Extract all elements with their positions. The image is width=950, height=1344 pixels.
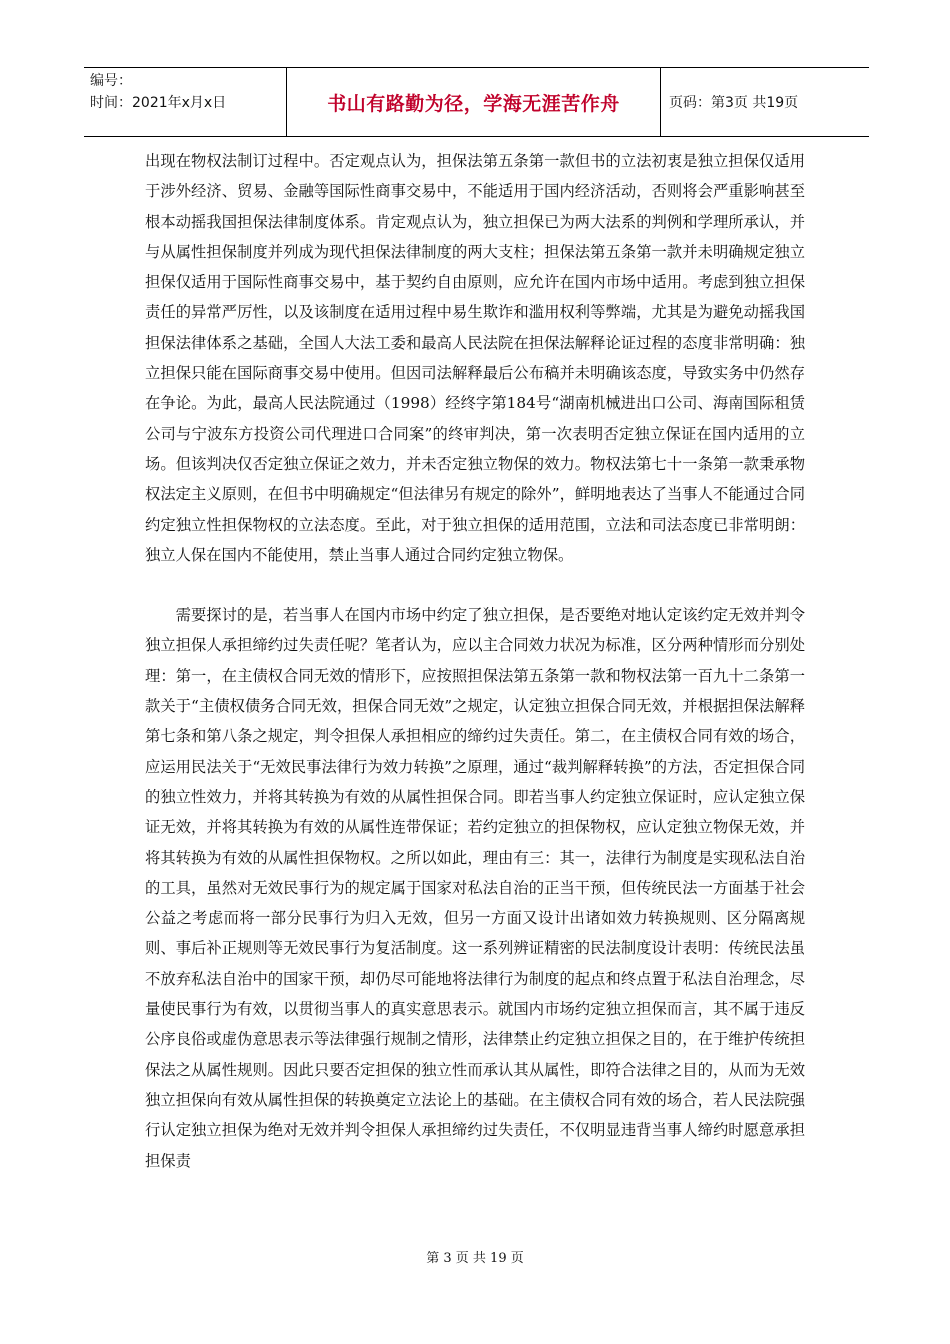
header-motto: 书山有路勤为径，学海无涯苦作舟: [287, 68, 661, 136]
page-header: [84, 67, 869, 137]
page-footer: 第 3 页 共 19 页: [426, 1251, 524, 1266]
header-meta: [84, 68, 287, 136]
paragraph-continued: 出现在物权法制订过程中。否定观点认为，担保法第五条第一款但书的立法初衷是独立担保仅适用于涉外经济、贸易、金融等国际性商事交易中，不能适用于国内经济活动，否则将会严重影响甚至根本动摇我国担保法律制度体系。肯定观点认为，独立担保已为两大法系的判例和学理所承认，并与从属性担保制度并列成为现代担保法律制度的两大支柱；担保法第五条第一款并未明确规定独立担保仅适用于国际性商事交易中，基于契约自由原则，应允许在国内市场中适用。考虑到独立担保责任的异常严厉性，以及该制度在适用过程中易生欺诈和滥用权利等弊端，尤其是为避免动摇我国担保法律体系之基础，全国人大法工委和最高人民法院在担保法解释论证过程的态度非常明确：独立担保只能在国际商事交易中使用。但因司法解释最后公布稿并未明确该态度，导致实务中仍然存在争论。为此，最高人民法院通过（1998）经终字第184号“湖南机械进出口公司、海南国际租赁公司与宁波东方投资公司代理进口合同案”的终审判决，第一次表明否定独立保证在国内适用的立场。但该判决仅否定独立保证之效力，并未否定独立物保的效力。物权法第七十一条第一款秉承物权法定主义原则，在但书中明确规定“但法律另有规定的除外”，鲜明地表达了当事人不能通过合同约定独立性担保物权的立法态度。至此，对于独立担保的适用范围，立法和司法态度已非常明朗：独立人保在国内不能使用，禁止当事人通过合同约定独立物保。: [145, 152, 805, 564]
paragraph: 需要探讨的是，若当事人在国内市场中约定了独立担保，是否要绝对地认定该约定无效并判令独立担保人承担缔约过失责任呢？笔者认为，应以主合同效力状况为标准，区分两种情形而分别处理：第一，在主债权合同无效的情形下，应按照担保法第五条第一款和物权法第一百九十二条第一款关于“主债权债务合同无效，担保合同无效”之规定，认定独立担保合同无效，并根据担保法解释第七条和第八条之规定，判令担保人承担相应的缔约过失责任。第二，在主债权合同有效的场合，应运用民法关于“无效民事法律行为效力转换”之原理，通过“裁判解释转换”的方法，否定担保合同的独立性效力，并将其转换为有效的从属性担保合同。即若当事人约定独立保证时，应认定独立保证无效，并将其转换为有效的从属性连带保证；若约定独立的担保物权，应认定独立物保无效，并将其转换为有效的从属性担保物权。之所以如此，理由有三：其一，法律行为制度是实现私法自治的工具，虽然对无效民事行为的规定属于国家对私法自治的正当干预，但传统民法一方面基于社会公益之考虑而将一部分民事行为归入无效，但另一方面又设计出诸如效力转换规则、区分隔离规则、事后补正规则等无效民事行为复活制度。这一系列辨证精密的民法制度设计表明：传统民法虽不放弃私法自治中的国家干预，却仍尽可能地将法律行为制度的起点和终点置于私法自治理念，尽量使民事行为有效，以贯彻当事人的真实意思表示。就国内市场约定独立担保而言，其不属于违反公序良俗或虚伪意思表示等法律强行规制之情形，法律禁止约定独立担保之目的，在于维护传统担保法之从属性规则。因此只要否定担保的独立性而承认其从属性，即符合法律之目的，从而为无效独立担保向有效从属性担保的转换奠定立法论上的基础。在主债权合同有效的场合，若人民法院强行认定独立担保为绝对无效并判令担保人承担缔约过失责任，不仅明显违背当事人缔约时愿意承担担保责: [145, 606, 805, 1170]
document-body: [145, 146, 805, 1176]
header-page-info: 页码：第3页 共19页: [669, 95, 799, 111]
serial-number-label: 编号：: [90, 73, 132, 89]
date-label: 时间：2021年x月x日: [90, 95, 227, 111]
